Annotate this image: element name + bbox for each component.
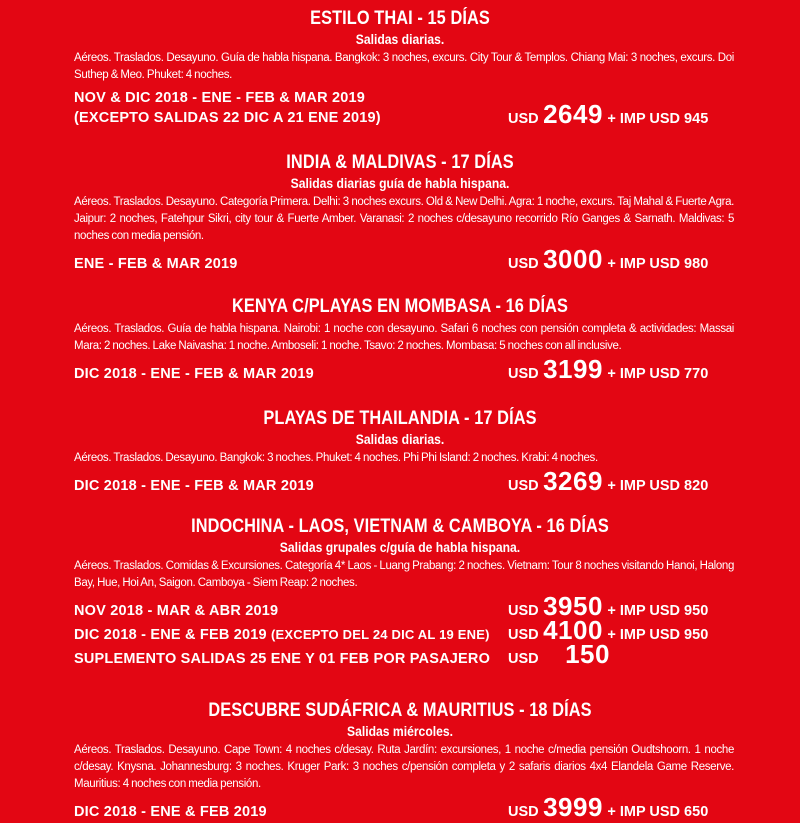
package-title: PLAYAS DE THAILANDIA - 17 DÍAS [263, 408, 537, 429]
price-tax: + IMP USD 980 [607, 256, 709, 272]
package-playas-thailandia [0, 408, 800, 497]
price-row [0, 793, 800, 823]
price-amount: 3950 [543, 591, 603, 621]
price-dates [74, 88, 381, 128]
package-estilo-thai [0, 8, 800, 130]
price-tax: + IMP USD 950 [607, 627, 709, 643]
price-dates: ENE - FEB & MAR 2019 [74, 256, 238, 272]
price-dates-main: DIC 2018 - ENE & FEB 2019 [74, 627, 267, 643]
price-dates: NOV 2018 - MAR & ABR 2019 [74, 603, 279, 619]
package-description: Aéreos. Traslados. Desayuno. Bangkok: 3 noches. Phuket: 4 noches. Phi Phi Island: 2 noches. Krabi: 4 noches. [74, 452, 598, 464]
package-title: INDIA & MALDIVAS - 17 DÍAS [286, 152, 514, 173]
price-row [0, 245, 800, 275]
price-dates: SUPLEMENTO SALIDAS 25 ENE Y 01 FEB POR PASAJERO [74, 651, 491, 667]
price-currency: USD [508, 478, 539, 494]
package-kenya-mombasa [0, 296, 800, 385]
price-amount: 3199 [543, 354, 603, 384]
price-block [508, 354, 708, 385]
package-subtitle: Salidas miércoles. [346, 724, 454, 739]
price-amount: 2649 [543, 99, 603, 129]
price-currency: USD [508, 603, 539, 619]
package-india-maldivas [0, 152, 800, 275]
price-currency: USD [508, 111, 539, 127]
price-dates-line-1: NOV & DIC 2018 - ENE - FEB & MAR 2019 [74, 90, 366, 106]
package-description: Aéreos. Traslados. Comidas & Excursiones. Categoría 4* Laos - Luang Prabang: 2 noches. Vietnam: Tour 8 noches visitando Hanoi, Halong Bay, Hue, Hoi An, Saigon. Camboya - Siem Reap: 2 noches. [74, 560, 734, 589]
price-amount: 3999 [543, 792, 603, 822]
package-description: Aéreos. Traslados. Desayuno. Cape Town: 4 noches c/desay. Ruta Jardín: excursiones, 1 noche c/media pensión Oudtshoorn. 1 noche c/desay. Knysna. Johannesburg: 3 noches. Kruger Park: 3 noches c/pensión completa y 2 safaris diarios 4x4 Elandela Game Reserve. Mauritius: 4 noches con media pensión. [74, 744, 734, 790]
price-row-supplement [0, 639, 800, 670]
price-block [508, 639, 610, 670]
price-tax: + IMP USD 950 [607, 603, 709, 619]
price-block [508, 466, 708, 497]
price-amount: 4100 [543, 615, 603, 645]
price-row [0, 86, 800, 130]
package-title: ESTILO THAI - 15 DÍAS [310, 8, 490, 29]
price-currency: USD [508, 256, 539, 272]
price-tax: + IMP USD 945 [607, 111, 709, 127]
package-title: KENYA C/PLAYAS EN MOMBASA - 16 DÍAS [232, 296, 568, 317]
price-dates [74, 627, 490, 643]
price-row [0, 615, 800, 646]
price-dates-line-2: (EXCEPTO SALIDAS 22 DIC A 21 ENE 2019) [74, 110, 381, 126]
price-amount: 150 [565, 639, 610, 669]
price-currency: USD [508, 804, 539, 820]
package-subtitle: Salidas diarias. [355, 432, 445, 447]
price-currency: USD [508, 366, 539, 382]
package-description: Aéreos. Traslados. Guía de habla hispana. Nairobi: 1 noche con desayuno. Safari 6 noches con pensión completa & actividades: Massai Mara: 2 noches. Lake Naivasha: 1 noche. Amboseli: 1 noche. Tsavo: 2 noches. Mombasa: 5 noches con all inclusive. [74, 323, 734, 352]
price-currency: USD [508, 627, 539, 643]
price-amount: 3000 [543, 244, 603, 274]
price-currency: USD [508, 651, 539, 667]
price-dates: DIC 2018 - ENE - FEB & MAR 2019 [74, 478, 314, 494]
package-description: Aéreos. Traslados. Desayuno. Guía de habla hispana. Bangkok: 3 noches, excurs. City Tour & Templos. Chiang Mai: 3 noches, excurs. Doi Suthep & Meo. Phuket: 4 noches. [74, 52, 734, 81]
price-amount: 3269 [543, 466, 603, 496]
package-title: DESCUBRE SUDÁFRICA & MAURITIUS - 18 DÍAS [208, 700, 592, 721]
price-dates: DIC 2018 - ENE - FEB & MAR 2019 [74, 366, 314, 382]
price-tax: + IMP USD 820 [607, 478, 709, 494]
price-block [508, 99, 708, 130]
price-row [0, 467, 800, 497]
package-description: Aéreos. Traslados. Desayuno. Categoría Primera. Delhi: 3 noches excurs. Old & New Delhi. Agra: 1 noche, excurs. Taj Mahal & Fuerte Agra. Jaipur: 2 noches, Fatehpur Sikri, city tour & Fuerte Amber. Varanasi: 2 noches c/desayuno recorrido Río Ganges & Sarnath. Maldivas: 5 noches con media pensión. [74, 196, 734, 242]
price-tax: + IMP USD 650 [607, 804, 709, 820]
price-dates-note: (EXCEPTO DEL 24 DIC AL 19 ENE) [271, 627, 490, 642]
package-subtitle: Salidas grupales c/guía de habla hispana. [279, 540, 521, 555]
price-dates: DIC 2018 - ENE & FEB 2019 [74, 804, 267, 820]
price-row [0, 355, 800, 385]
price-tax: + IMP USD 770 [607, 366, 709, 382]
package-subtitle: Salidas diarias guía de habla hispana. [290, 176, 510, 191]
package-sudafrica-mauritius [0, 700, 800, 823]
package-indochina [0, 516, 800, 670]
package-subtitle: Salidas diarias. [355, 32, 445, 47]
package-title: INDOCHINA - LAOS, VIETNAM & CAMBOYA - 16 DÍAS [191, 516, 609, 537]
price-block [508, 792, 708, 823]
price-block [508, 244, 708, 275]
